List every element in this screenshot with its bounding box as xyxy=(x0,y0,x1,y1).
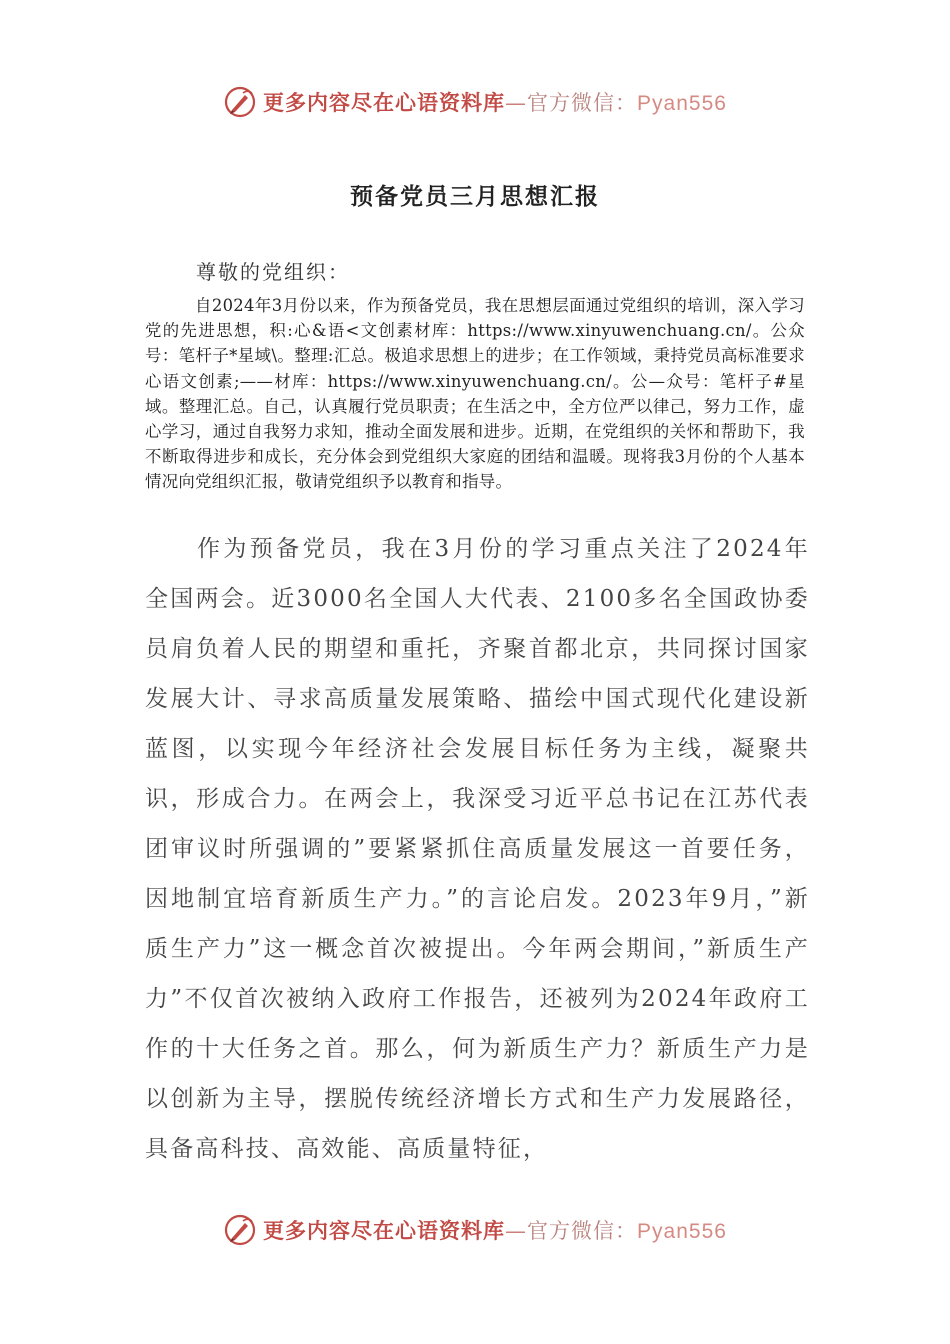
header-banner xyxy=(0,82,950,122)
pen-logo-icon xyxy=(223,85,257,119)
pen-logo-icon xyxy=(223,1213,257,1247)
banner-wechat-label: 官方微信： xyxy=(527,91,638,115)
banner-wechat-id: Pyan556 xyxy=(637,92,727,115)
banner-text xyxy=(263,87,727,117)
banner-library: 更多内容尽在心语资料库 xyxy=(263,91,506,115)
banner-dash: — xyxy=(505,1219,528,1243)
banner-library: 更多内容尽在心语资料库 xyxy=(263,1219,506,1243)
footer-banner xyxy=(0,1210,950,1250)
salutation: 尊敬的党组织： xyxy=(196,260,350,284)
banner-dash: — xyxy=(505,91,528,115)
body-paragraph: 作为预备党员，我在3月份的学习重点关注了2024年全国两会。近3000名全国人大代表、2100多名全国政协委员肩负着人民的期望和重托，齐聚首都北京，共同探讨国家发展大计、寻求高质量发展策略、描绘中国式现代化建设新蓝图，以实现今年经济社会发展目标任务为主线，凝聚共识，形成合力。在两会上，我深受习近平总书记在江苏代表团审议时所强调的”要紧紧抓住高质量发展这一首要任务，因地制宜培育新质生产力。”的言论启发。2023年9月，”新质生产力”这一概念首次被提出。今年两会期间，”新质生产力”不仅首次被纳入政府工作报告，还被列为2024年政府工作的十大任务之首。那么，何为新质生产力？新质生产力是以创新为主导，摆脱传统经济增长方式和生产力发展路径，具备高科技、高效能、高质量特征， xyxy=(145,536,810,1162)
banner-wechat-label: 官方微信： xyxy=(527,1219,638,1243)
banner-text xyxy=(263,1215,727,1245)
document-title: 预备党员三月思想汇报 xyxy=(350,183,600,210)
banner-wechat-id: Pyan556 xyxy=(637,1220,727,1243)
intro-paragraph: 自2024年3月份以来，作为预备党员，我在思想层面通过党组织的培训，深入学习党的先进思想，积:心&语<文创素材库：https://www.xinyuwenchuang.cn/。公众号：笔杆子*星域\。整理:汇总。极追求思想上的进步；在工作领域，秉持党员高标准要求心语文创素;——材库：https://www.xinyuwenchuang.cn/。公—众号：笔杆子#星域。整理汇总。自己，认真履行党员职责；在生活之中，全方位严以律己，努力工作，虚心学习，通过自我努力求知，推动全面发展和进步。近期，在党组织的关怀和帮助下，我不断取得进步和成长，充分体会到党组织大家庭的团结和温暖。现将我3月份的个人基本情况向党组织汇报，敬请党组织予以教育和指导。 xyxy=(145,296,805,492)
